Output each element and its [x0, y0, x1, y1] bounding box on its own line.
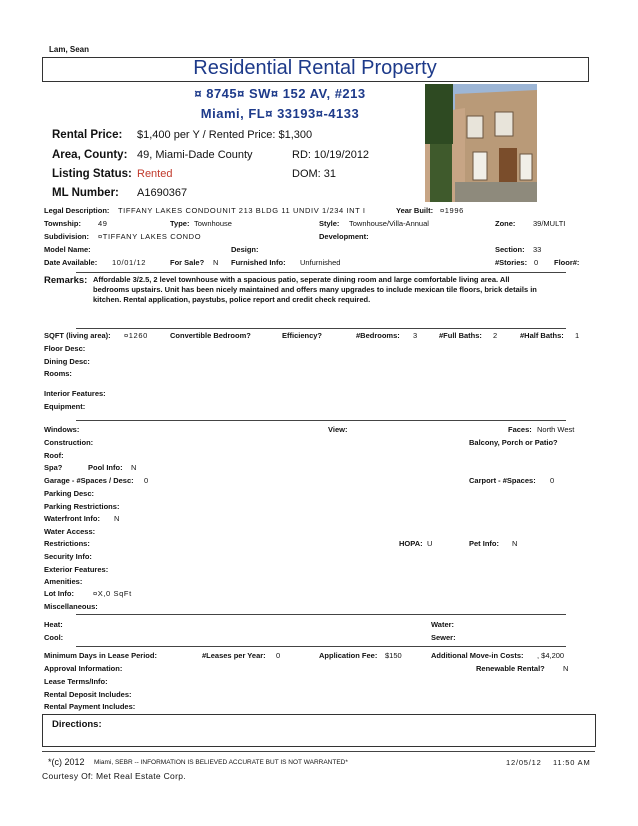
township-value: 49 [98, 219, 108, 228]
section-label: Section: [495, 245, 525, 254]
garage-value: 0 [144, 476, 149, 485]
print-time: 11:50 AM [553, 758, 591, 767]
convertible-bedroom-label: Convertible Bedroom? [170, 331, 251, 340]
type-value: Townhouse [194, 219, 232, 228]
divider [76, 420, 566, 421]
parking-desc-label: Parking Desc: [44, 489, 95, 498]
sqft-label: SQFT (living area): [44, 331, 111, 340]
rooms-label: Rooms: [44, 369, 72, 378]
cool-label: Cool: [44, 633, 64, 642]
pool-info-value: N [131, 463, 137, 472]
security-label: Security Info: [44, 552, 92, 561]
stories-value: 0 [534, 258, 539, 267]
bedrooms-label: #Bedrooms: [356, 331, 400, 340]
faces-label: Faces: [508, 425, 532, 434]
waterfront-value: N [114, 514, 120, 523]
type-label: Type: [170, 219, 190, 228]
remarks-line-3: kitchen. Rental application, paystubs, police report and credit check required. [93, 295, 371, 304]
equipment-label: Equipment: [44, 402, 86, 411]
development-label: Development: [319, 232, 369, 241]
divider [42, 751, 595, 752]
carport-value: 0 [550, 476, 555, 485]
faces-value: North West [537, 425, 575, 434]
sewer-label: Sewer: [431, 633, 456, 642]
date-available-label: Date Available: [44, 258, 98, 267]
pool-info-label: Pool Info: [88, 463, 123, 472]
directions-label: Directions: [52, 719, 102, 730]
min-days-label: Minimum Days in Lease Period: [44, 651, 157, 660]
half-baths-value: 1 [575, 331, 580, 340]
zone-value: 39/MULTI [533, 219, 566, 228]
water-label: Water: [431, 620, 455, 629]
remarks-label: Remarks: [44, 275, 88, 286]
year-built-label: Year Built: [396, 206, 434, 215]
copyright: *(c) 2012 [48, 757, 85, 767]
balcony-label: Balcony, Porch or Patio? [469, 438, 558, 447]
style-value: Townhouse/Villa-Annual [349, 219, 429, 228]
courtesy-of: Courtesy Of: Met Real Estate Corp. [42, 771, 186, 781]
divider [76, 614, 566, 615]
lot-info-value: ¤X,0 SqFt [93, 589, 132, 598]
design-label: Design: [231, 245, 259, 254]
for-sale-label: For Sale? [170, 258, 205, 267]
sqft-value: ¤1260 [124, 331, 148, 340]
move-in-costs-label: Additional Move-in Costs: [431, 651, 524, 660]
print-date: 12/05/12 [506, 758, 542, 767]
divider [76, 328, 566, 329]
page-title: Residential Rental Property [193, 57, 437, 79]
efficiency-label: Efficiency? [282, 331, 323, 340]
approval-label: Approval Information: [44, 664, 123, 673]
windows-label: Windows: [44, 425, 80, 434]
leases-per-year-label: #Leases per Year: [202, 651, 266, 660]
zone-label: Zone: [495, 219, 516, 228]
status-value: Rented [137, 168, 173, 180]
disclaimer: Miami, SEBR -- INFORMATION IS BELIEVED ACCURATE BUT IS NOT WARRANTED* [94, 759, 348, 766]
hopa-value: U [427, 539, 433, 548]
application-fee-value: $150 [385, 651, 402, 660]
ml-value: A1690367 [137, 187, 188, 199]
move-in-costs-value: , $4,200 [537, 651, 565, 660]
payment-includes-label: Rental Payment Includes: [44, 702, 136, 711]
view-label: View: [328, 425, 348, 434]
pet-info-value: N [512, 539, 518, 548]
divider [76, 272, 566, 273]
year-built-value: ¤1996 [440, 206, 464, 215]
subdivision-value: ¤TIFFANY LAKES CONDO [98, 232, 202, 241]
waterfront-label: Waterfront Info: [44, 514, 100, 523]
legal-label: Legal Description: [44, 206, 110, 215]
interior-features-label: Interior Features: [44, 389, 106, 398]
rental-price-value: $1,400 per Y / Rented Price: $1,300 [137, 129, 313, 141]
section-value: 33 [533, 245, 542, 254]
construction-label: Construction: [44, 438, 94, 447]
township-label: Township: [44, 219, 81, 228]
legal-value: TIFFANY LAKES CONDOUNIT 213 BLDG 11 UNDIV 1/234 INT I [118, 206, 366, 215]
lot-info-label: Lot Info: [44, 589, 74, 598]
date-available-value: 10/01/12 [112, 258, 146, 267]
agent-name: Lam, Sean [49, 45, 90, 54]
deposit-includes-label: Rental Deposit Includes: [44, 690, 132, 699]
lease-terms-label: Lease Terms/Info: [44, 677, 108, 686]
floor-number-label: Floor#: [554, 258, 580, 267]
heat-label: Heat: [44, 620, 63, 629]
miscellaneous-label: Miscellaneous: [44, 602, 98, 611]
area-label: Area, County: [52, 149, 128, 161]
remarks-line-2: bedrooms upstairs. Unit has been nicely maintained and offers many upgrades to include mexican tile floors, brick details in [93, 285, 537, 294]
spa-label: Spa? [44, 463, 63, 472]
rental-price-label: Rental Price: [52, 129, 123, 141]
half-baths-label: #Half Baths: [520, 331, 564, 340]
area-value: 49, Miami-Dade County [137, 149, 253, 161]
application-fee-label: Application Fee: [319, 651, 378, 660]
furnished-value: Unfurnished [300, 258, 341, 267]
model-name-label: Model Name: [44, 245, 91, 254]
dining-desc-label: Dining Desc: [44, 357, 90, 366]
rd-date: RD: 10/19/2012 [292, 149, 370, 161]
ml-label: ML Number: [52, 187, 119, 199]
renewable-label: Renewable Rental? [476, 664, 545, 673]
exterior-features-label: Exterior Features: [44, 565, 109, 574]
property-photo[interactable] [425, 84, 537, 202]
directions-box [42, 714, 596, 747]
subdivision-label: Subdivision: [44, 232, 89, 241]
remarks-line-1: Affordable 3/2.5, 2 level townhouse with a spacious patio, seperate dining room and large comfortable living area. All [93, 275, 510, 284]
stories-label: #Stories: [495, 258, 528, 267]
leases-per-year-value: 0 [276, 651, 281, 660]
address-line-2: Miami, FL¤ 33193¤-4133 [200, 106, 360, 121]
dom-value: DOM: 31 [292, 168, 337, 180]
restrictions-label: Restrictions: [44, 539, 90, 548]
style-label: Style: [319, 219, 340, 228]
renewable-value: N [563, 664, 569, 673]
floor-desc-label: Floor Desc: [44, 344, 86, 353]
hopa-label: HOPA: [399, 539, 423, 548]
full-baths-label: #Full Baths: [439, 331, 482, 340]
roof-label: Roof: [44, 451, 64, 460]
bedrooms-value: 3 [413, 331, 418, 340]
full-baths-value: 2 [493, 331, 498, 340]
carport-label: Carport - #Spaces: [469, 476, 536, 485]
garage-label: Garage - #Spaces / Desc: [44, 476, 134, 485]
divider [76, 646, 566, 647]
for-sale-value: N [213, 258, 219, 267]
water-access-label: Water Access: [44, 527, 96, 536]
status-label: Listing Status: [52, 168, 132, 180]
amenities-label: Amenities: [44, 577, 83, 586]
parking-restrictions-label: Parking Restrictions: [44, 502, 120, 511]
pet-info-label: Pet Info: [469, 539, 499, 548]
address-line-1: ¤ 8745¤ SW¤ 152 AV, #213 [194, 86, 366, 101]
furnished-label: Furnished Info: [231, 258, 286, 267]
